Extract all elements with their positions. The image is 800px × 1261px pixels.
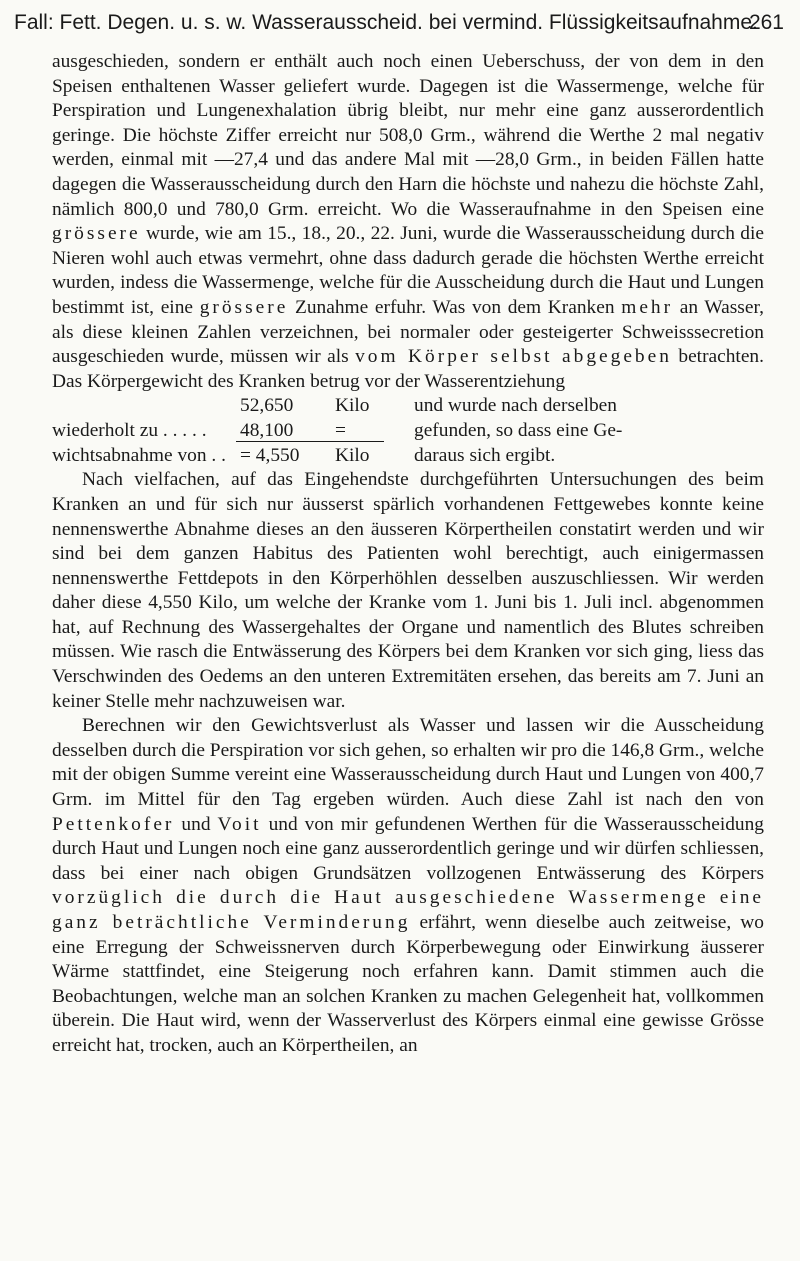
p3-emph-haut: vorzüglich die durch die Haut ausgeschiedene Wassermenge eine ganz beträchtliche Verminderung bbox=[52, 887, 764, 933]
p1-emph-groessere-1: grössere bbox=[52, 223, 141, 245]
weight-calculation bbox=[52, 394, 764, 468]
p3-name-voit: Voit bbox=[217, 813, 262, 835]
weight-row-text: und wurde nach derselben bbox=[414, 395, 617, 417]
weight-unit: Kilo bbox=[335, 395, 370, 417]
running-header bbox=[14, 6, 784, 40]
p3-text-c: und bbox=[181, 813, 211, 835]
p1-emph-vom-koerper: vom Körper selbst abgegeben bbox=[355, 346, 672, 368]
p1-emph-mehr: mehr bbox=[621, 296, 674, 318]
weight-row-text: gefunden, so dass eine Ge- bbox=[414, 419, 623, 441]
paragraph-1 bbox=[52, 50, 764, 394]
p1-text-i: betrachten. Das Körpergewicht des Kranken betrug vor der Wasserentziehung bbox=[52, 346, 764, 392]
running-title: Fall: Fett. Degen. u. s. w. Wasserausscheid. bei vermind. Flüssigkeitsaufnahme. bbox=[14, 11, 758, 34]
sum-rule-line bbox=[236, 441, 384, 442]
page-number: 261 bbox=[748, 11, 784, 34]
paragraph-2: Nach vielfachen, auf das Eingehendste durchgeführten Untersuchungen des beim Kranken an und für sich nur äusserst spärlich vorhandenen Fettgewebes konnte keine nennenswerthe Abnahme dieses an den äusseren Körpertheilen constatirt werden und wir sind bei dem ganzen Habitus des Patienten wohl berechtigt, auch einigermassen nennenswerthe Fettdepots in den Körperhöhlen desselben auszuschliessen. Wir werden daher diese 4,550 Kilo, um welche der Kranke vom 1. Juni bis 1. Juli incl. abgenommen hat, auf Rechnung des Wassergehaltes der Organe und namentlich des Blutes schreiben müssen. Wie rasch die Entwässerung des Körpers bei dem Kranken vor sich ging, liess das Verschwinden des Oedems an den unteren Extremitäten ersehen, das bereits am 7. Juni an keiner Stelle mehr nachzuweisen war. bbox=[52, 469, 764, 712]
weight-value: 52,650 bbox=[240, 395, 294, 417]
weight-unit: = bbox=[335, 419, 346, 441]
weight-row-label: wiederholt zu . . . . . bbox=[52, 419, 207, 441]
weight-value: = 4,550 bbox=[240, 444, 300, 466]
p1-text-a: ausgeschieden, sondern er enthält auch noch einen Ueberschuss, der von dem in den Speisen enthaltenen Wasser geliefert wurde. Dagegen ist die Wassermenge, welche für Perspiration und Lungenexhalation übrig bleibt, nur mehr eine ganz ausserordentlich geringe. Die höchste Ziffer erreicht nur 508,0 Grm., während die Werthe 2 mal negativ werden, einmal mit —27,4 und das andere Mal mit —28,0 Grm., in beiden Fällen hatte dagegen die Wasserausscheidung durch den Harn die höchste und nahezu die höchste Zahl, nämlich 800,0 und 780,0 Grm. erreicht. Wo die Wasseraufnahme in den Speisen eine bbox=[52, 51, 764, 220]
p3-text-a: Berechnen wir den Gewichtsverlust als Wasser und lassen wir die Ausscheidung desselben durch die Perspiration vor sich gehen, so erhalten wir pro die 146,8 Grm., welche mit der obigen Summe vereint eine Wasserausscheidung durch Haut und Lungen von 400,7 Grm. im Mittel für den Tag ergeben würden. Auch diese Zahl ist nach den von bbox=[52, 715, 764, 811]
p1-text-e: Zunahme erfuhr. Was von dem Kranken bbox=[295, 296, 615, 318]
p3-text-e: und von mir gefundenen Werthen für die Wasserausscheidung durch Haut und Lungen noch eine ganz ausserordentlich geringe und wir dürfen schliessen, dass bei einer nach obigen Grundsätzen vollzogenen Entwässerung des Körpers bbox=[52, 813, 765, 884]
p3-text-g: erfährt, wenn dieselbe auch zeitweise, wo eine Erregung der Schweissnerven durch Körperbewegung oder Einwirkung äusserer Wärme stattfindet, eine Steigerung noch erfahren kann. Damit stimmen auch die Beobachtungen, welche man an solchen Kranken zu machen Gelegenheit hat, vollkommen überein. Die Haut wird, wenn der Wasserverlust des Körpers einmal eine gewisse Grösse erreicht hat, trocken, auch an Körpertheilen, an bbox=[52, 912, 764, 1056]
p1-text-c: wurde, wie am 15., 18., 20., 22. Juni, wurde die Wasserausscheidung durch die Nieren wohl auch etwas vermehrt, ohne dass dadurch gerade die höchsten Werthe erreicht wurden, indess die Wassermenge, welche für die Ausscheidung durch die Haut und Lungen bestimmt ist, eine bbox=[52, 223, 764, 318]
weight-unit: Kilo bbox=[335, 444, 370, 466]
weight-row-text: daraus sich ergibt. bbox=[414, 444, 556, 466]
weight-value: 48,100 bbox=[240, 419, 294, 441]
weight-row-label: wichtsabnahme von . . bbox=[52, 444, 226, 466]
p3-name-pettenkofer: Pettenkofer bbox=[52, 813, 175, 835]
p1-text-g: an Wasser, als diese kleinen Zahlen verzeichnen, bei normaler oder gesteigerter Schweisssecretion ausgeschieden wurde, müssen wir als bbox=[52, 296, 764, 368]
paragraph-3 bbox=[52, 714, 764, 1058]
body-text bbox=[52, 50, 764, 1059]
p1-emph-groessere-2: grössere bbox=[199, 296, 289, 318]
